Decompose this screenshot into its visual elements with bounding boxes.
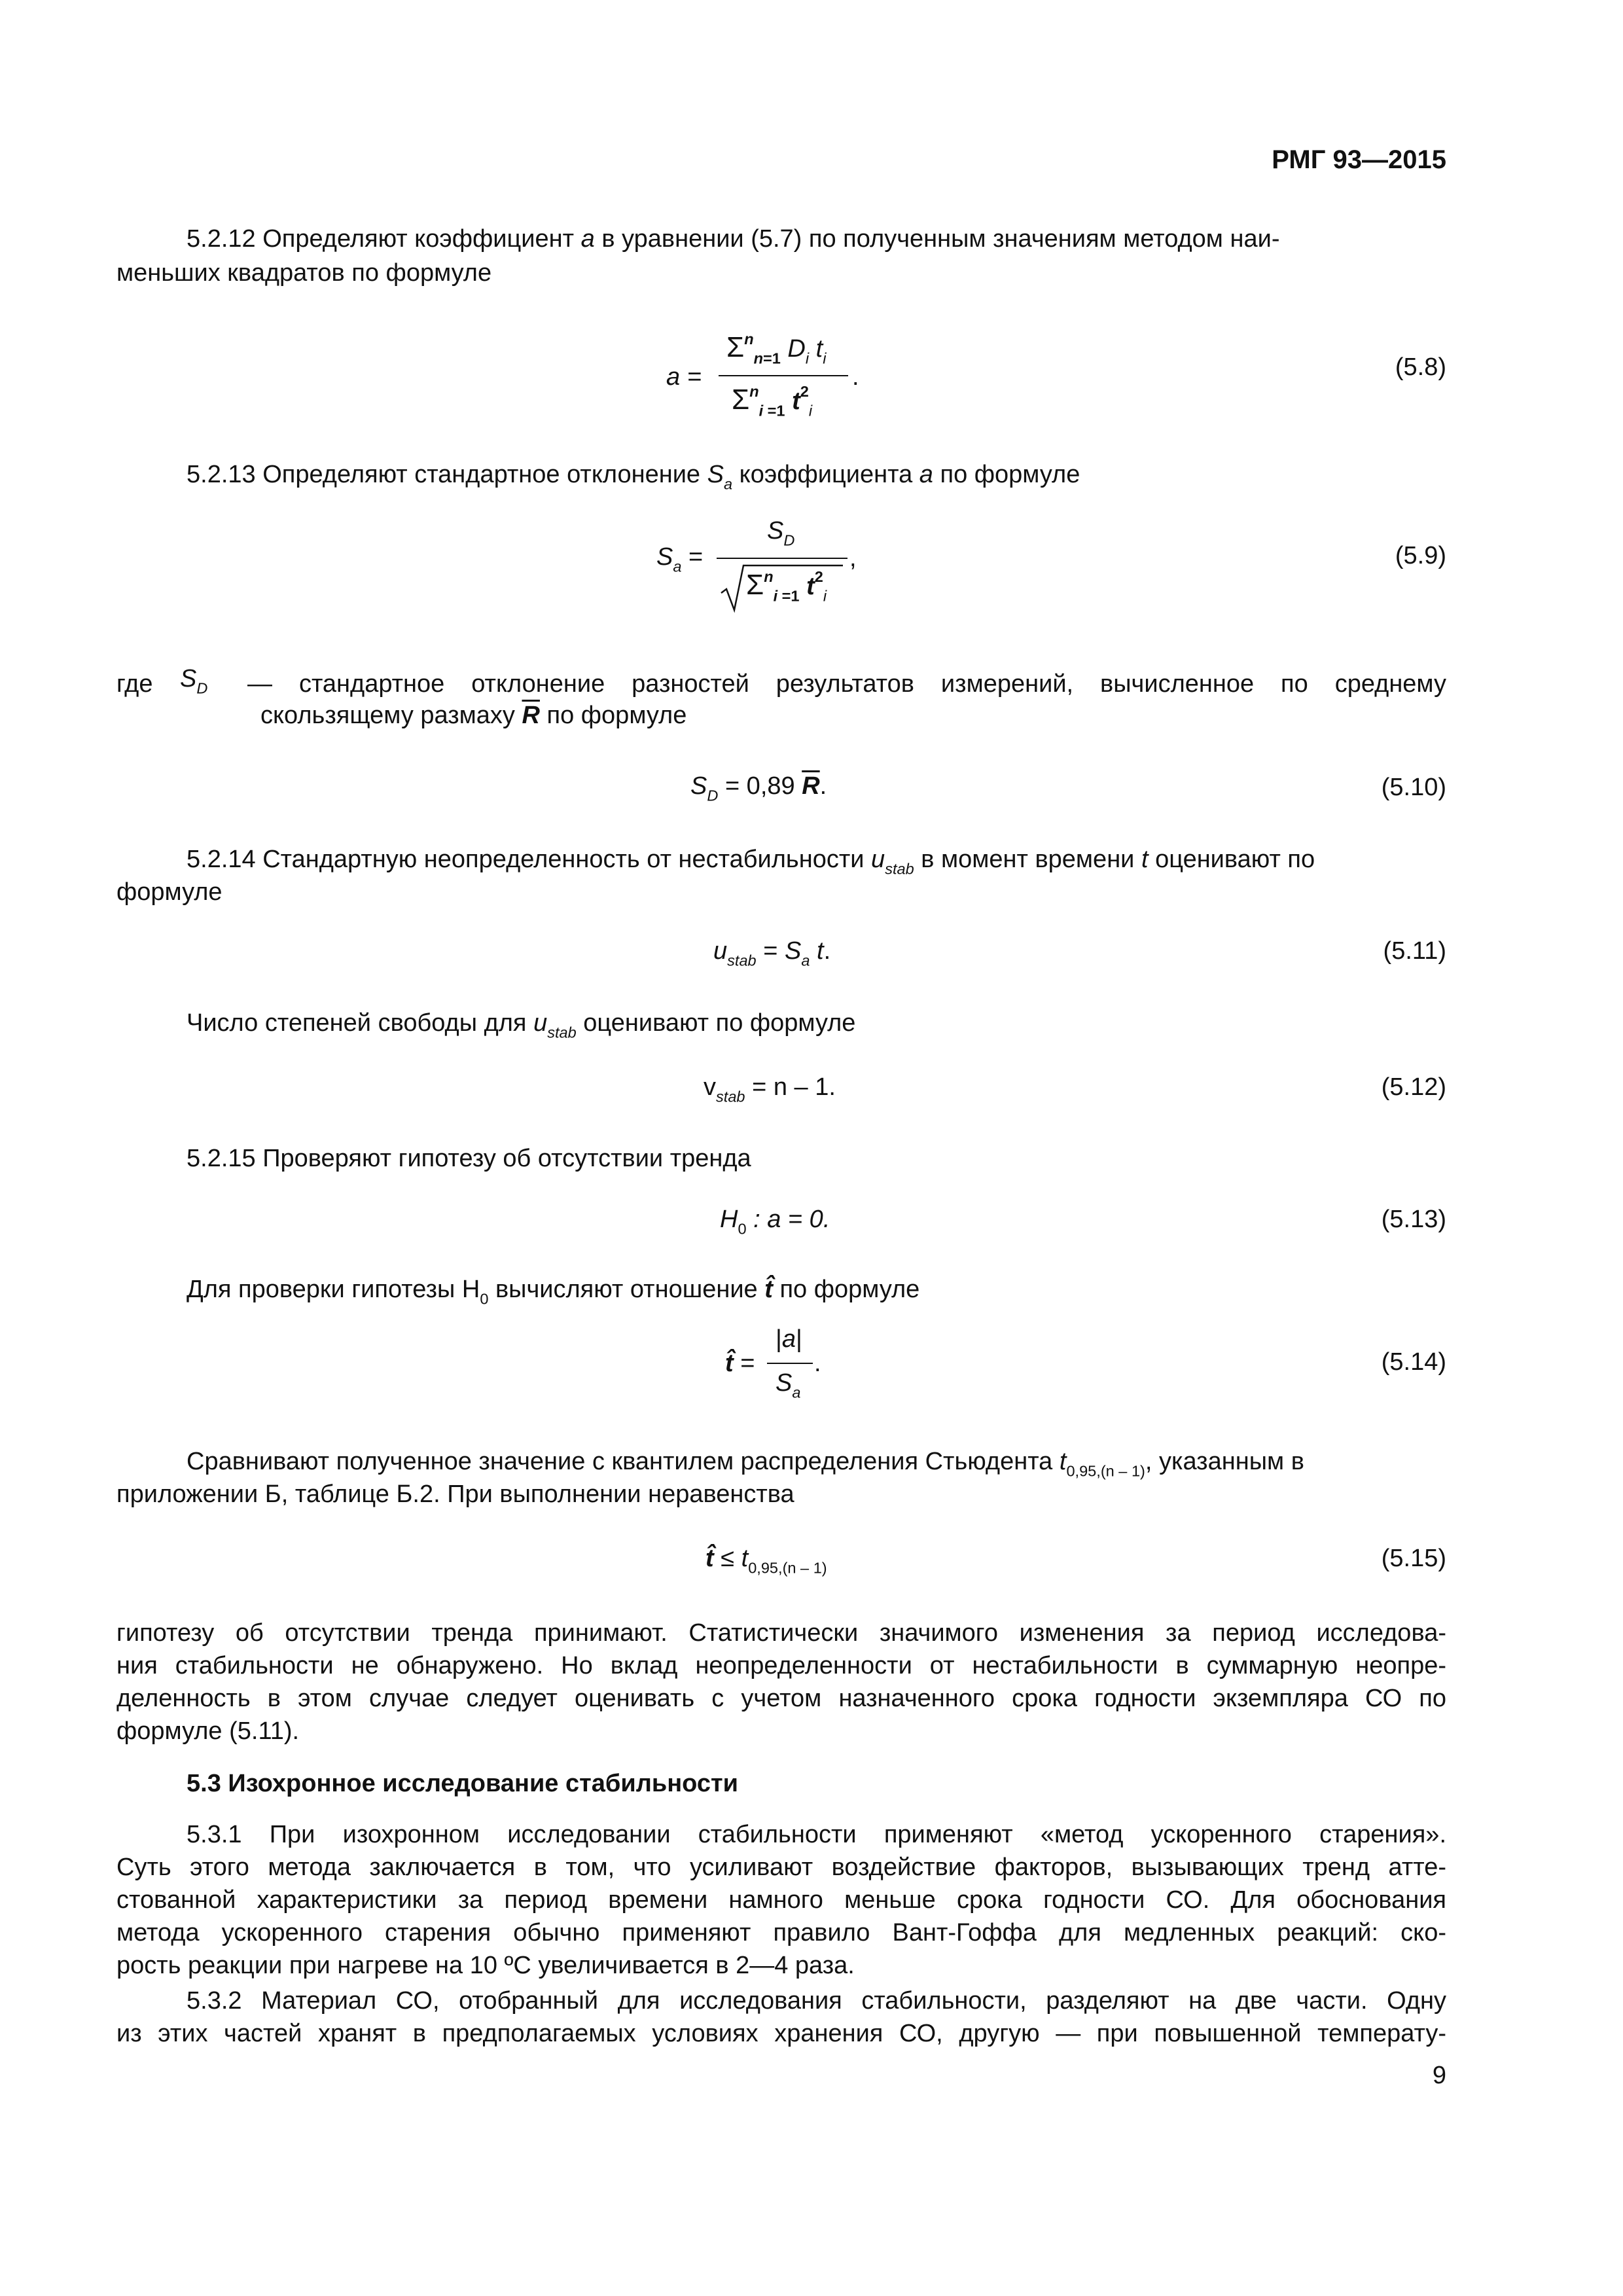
where-label: где: [116, 670, 153, 698]
formula-5-11: $u_{stab} = S_a$ t.: [713, 937, 831, 969]
paragraph-5-2-13: 5.2.13 Определяют стандартное отклонение $S_a$ коэффициента a по формуле: [187, 461, 1080, 493]
equation-number: (5.15): [1381, 1545, 1446, 1572]
accept-line-1: гипотезу об отсутствии тренда принимают. Статистически значимого изменения за период исследова-: [116, 1619, 1446, 1647]
equation-number: (5.13): [1381, 1206, 1446, 1233]
p532-line-1: 5.3.2 Материал СО, отобранный для исследования стабильности, разделяют на две части. Одну: [187, 1987, 1446, 2015]
p531-line-1: 5.3.1 При изохронном исследовании стабильности применяют «метод ускоренного старения».: [187, 1821, 1446, 1848]
paragraph-5-2-14: 5.2.14 Стандартную неопределенность от нестабильности $u_{stab}$ в момент времени t оценивают по: [187, 846, 1315, 878]
accept-line-4: формуле (5.11).: [116, 1717, 300, 1745]
formula-5-12: $v_{stab} = n - 1$.: [704, 1073, 836, 1105]
paragraph-5-2-15: 5.2.15 Проверяют гипотезу об отсутствии тренда: [187, 1145, 751, 1172]
accept-line-3: деленность в этом случае следует оценивать с учетом назначенного срока годности экземпляра СО по: [116, 1685, 1446, 1712]
p531-line-2: Суть этого метода заключается в том, что усиливают воздействие факторов, вызывающих тренд атте-: [116, 1854, 1446, 1881]
where-description-cont: скользящему размаху $\overline{R}$ по формуле: [260, 702, 687, 729]
page-number: 9: [1432, 2062, 1446, 2089]
section-heading-5-3: 5.3 Изохронное исследование стабильности: [187, 1770, 738, 1797]
accept-line-2: ния стабильности не обнаружено. Но вклад неопределенности от нестабильности в суммарную неопре-: [116, 1652, 1446, 1679]
paragraph-5-2-12-cont: меньших квадратов по формуле: [116, 259, 492, 287]
sd-symbol: $S_D$: [180, 665, 208, 697]
equation-number: (5.11): [1383, 937, 1446, 965]
formula-5-15: t̂ ≤ $t_{0,95,(n - 1)}$: [705, 1545, 827, 1577]
document-page: РМГ 93—2015 5.2.12 Определяют коэффициент a в уравнении (5.7) по полученным значениям методом наи- меньших квадратов по формуле a = $\Sigma^n_{n=1}$ $D_i$ $t_i$ $\Sigma^n_{i =1}$ $t^2_i$ . (5.8) 5.2.13 Определяют стандартное отклонение $S_a$ коэффициента a по формуле $S_a$ = $S_D$ $\Sigma^n_{i =1}$ $t^2_i$ , (5.9) где $S_D$ — стандартное отклонение разностей результатов измерений, вычисленное по среднему скользящему размаху $\overline{R}$ по формуле $S_D = 0,89$ $\overline{R}$. (5.10) 5.2.14 Стандартную неопределенность от нестабильности $u_{stab}$ в момент времени t оценивают по формуле $u_{stab} = S_a$ t. (5.11) Число степеней свободы для $u_{stab}$ оценивают по формуле $v_{stab} = n - 1$. (5.12) 5.2.15 Проверяют гипотезу об отсутствии тренда $H_0$ : a = 0. (5.13) Для проверки гипотезы $H_0$ вычисляют отношение t̂ по формуле t̂ = |a| $S_a$ . (5.14) Сравнивают полученное значение с квантилем распределения Стьюдента $t_{0,95,(n - 1)}$, указанным в приложении Б, таблице Б.2. При выполнении неравенства t̂ ≤ $t_{0,95,(n - 1)}$ (5.15) гипотезу об отсутствии тренда принимают. Статистически значимого изменения за период исследова- ния стабильности не обнаружено. Но вклад неопределенности от нестабильности в суммарную неопре- деленность в этом случае следует оценивать с учетом назначенного срока годности экземпляра СО по формуле (5.11). 5.3 Изохронное исследование стабильности 5.3.1 При изохронном исследовании стабильности применяют «метод ускоренного старения». Суть этого метода заключается в том, что усиливают воздействие факторов, вызывающих тренд атте- стованной характеристики за период времени намного меньше срока годности СО. Для обоснования метода ускоренного старения обычно применяют правило Вант-Гоффа для медленных реакций: ско- рость реакции при нагреве на 10 ºС увеличивается в 2—4 раза. 5.3.2 Материал СО, отобранный для исследования стабильности, разделяют на две части. Одну из этих частей хранят в предполагаемых условиях хранения СО, другую — при повышенной температу- 9: [116, 145, 1446, 2089]
equation-number: (5.9): [1395, 542, 1446, 569]
where-description: — стандартное отклонение разностей результатов измерений, вычисленное по среднему: [247, 670, 1446, 698]
paragraph-5-2-14-cont: формуле: [116, 878, 223, 906]
p532-line-2: из этих частей хранят в предполагаемых условиях хранения СО, другую — при повышенной температу-: [116, 2020, 1446, 2047]
equation-number: (5.12): [1381, 1073, 1446, 1101]
compare-paragraph-cont: приложении Б, таблице Б.2. При выполнении неравенства: [116, 1480, 794, 1508]
doc-code-header: РМГ 93—2015: [1272, 145, 1446, 174]
p531-line-5: рость реакции при нагреве на 10 ºС увеличивается в 2—4 раза.: [116, 1952, 855, 1979]
compare-paragraph: Сравнивают полученное значение с квантилем распределения Стьюдента $t_{0,95,(n - 1)}$, указанным в: [187, 1448, 1304, 1480]
paragraph-5-2-12: 5.2.12 Определяют коэффициент a в уравнении (5.7) по полученным значениям методом наи-: [187, 225, 1280, 253]
equation-number: (5.14): [1381, 1348, 1446, 1376]
equation-number: (5.8): [1395, 353, 1446, 381]
p531-line-3: стованной характеристики за период времени намного меньше срока годности СО. Для обоснования: [116, 1886, 1446, 1914]
equation-number: (5.10): [1381, 774, 1446, 801]
h0-check-paragraph: Для проверки гипотезы $H_0$ вычисляют отношение t̂ по формуле: [187, 1276, 920, 1308]
dof-paragraph: Число степеней свободы для $u_{stab}$ оценивают по формуле: [187, 1009, 856, 1041]
formula-5-10: $S_D = 0,89$ $\overline{R}$.: [690, 772, 827, 804]
formula-5-13: $H_0$ : a = 0.: [720, 1206, 830, 1238]
p531-line-4: метода ускоренного старения обычно применяют правило Вант-Гоффа для медленных реакций: ско-: [116, 1919, 1446, 1946]
